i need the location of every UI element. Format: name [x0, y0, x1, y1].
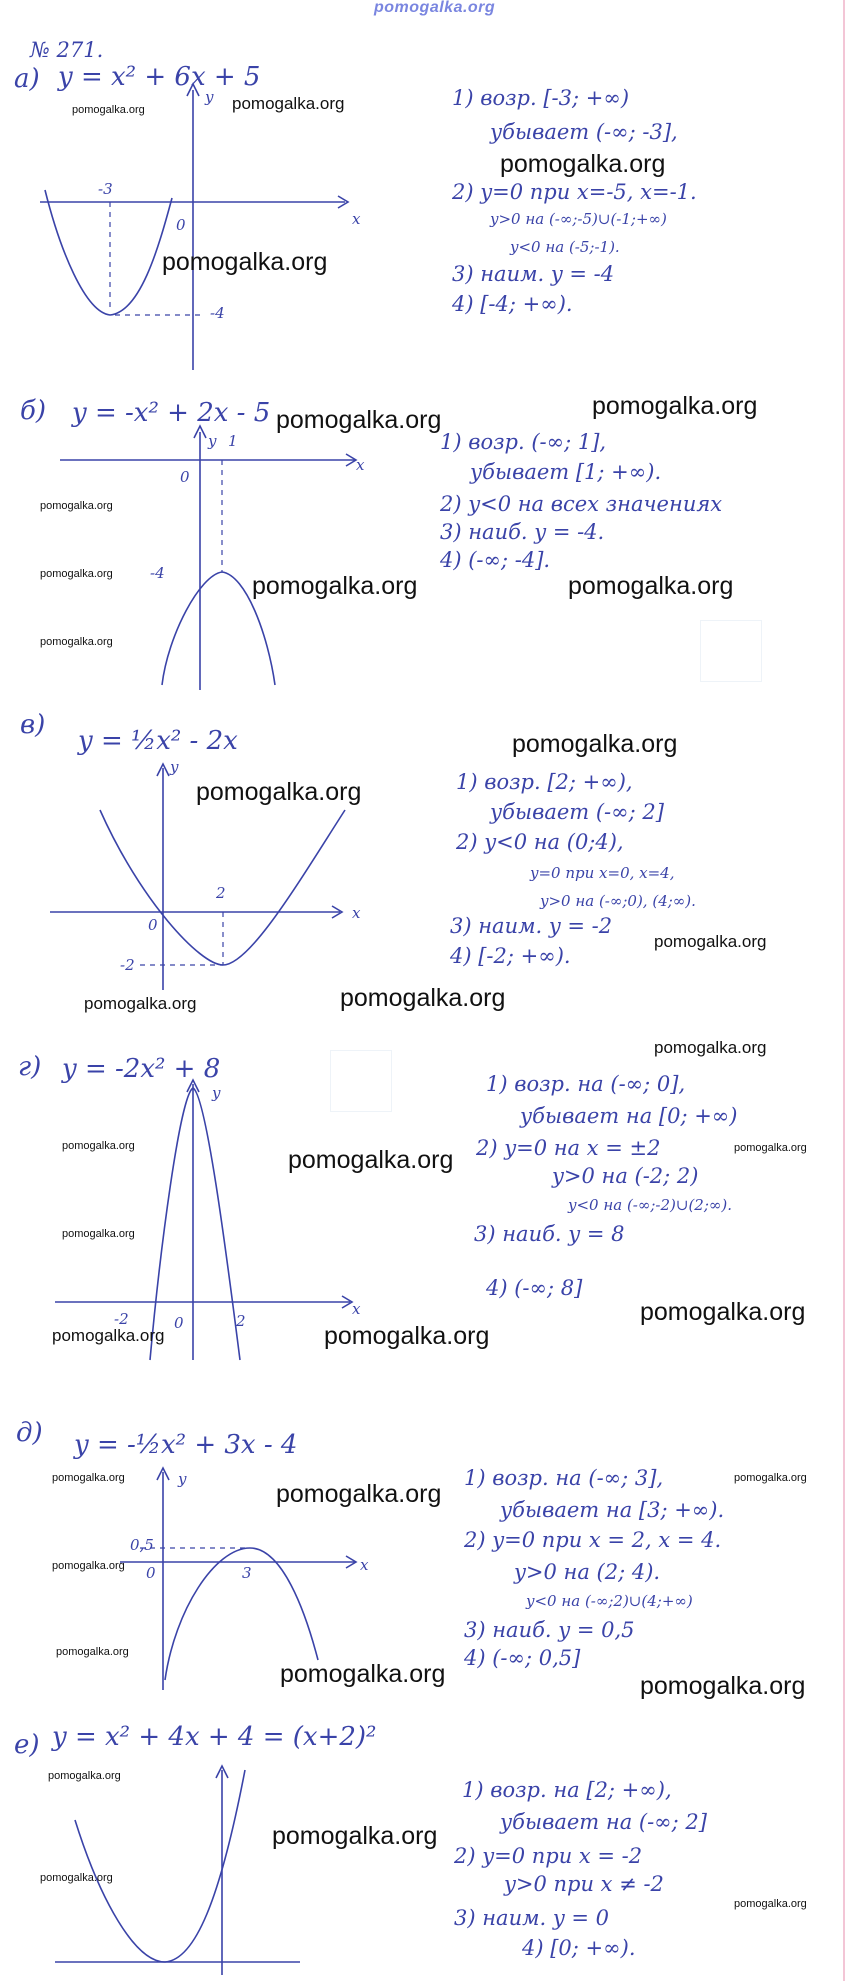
section-g-x-axis-label: x	[352, 1300, 361, 1318]
section-b-formula: y = -x² + 2x - 5	[72, 398, 271, 428]
watermark: pomogalka.org	[654, 932, 767, 951]
section-b-letter: б)	[20, 396, 47, 426]
section-a-y-axis-label: y	[205, 88, 214, 106]
section-a-answer-2: убывает (-∞; -3],	[490, 120, 678, 144]
section-e-answer-6: 4) [0; +∞).	[522, 1936, 636, 1960]
section-g-answer-2: убывает на [0; +∞)	[520, 1104, 738, 1128]
watermark: pomogalka.org	[40, 1872, 113, 1884]
watermark: pomogalka.org	[48, 1770, 121, 1782]
section-g-answer-1: 1) возр. на (-∞; 0],	[486, 1072, 686, 1096]
section-v-y-axis-label: y	[170, 758, 179, 776]
section-b-answer-2: убывает [1; +∞).	[470, 460, 662, 484]
watermark: pomogalka.org	[72, 104, 145, 116]
section-d-formula: y = -½x² + 3x - 4	[74, 1430, 298, 1460]
section-v-answer-6: 3) наим. y = -2	[450, 914, 613, 938]
section-d-answer-6: 3) наиб. y = 0,5	[464, 1618, 635, 1642]
section-d-y-axis-label: y	[178, 1470, 187, 1488]
watermark: pomogalka.org	[62, 1228, 135, 1240]
section-d-answer-5: y<0 на (-∞;2)∪(4;+∞)	[526, 1592, 693, 1610]
section-g-answer-4: y>0 на (-2; 2)	[552, 1164, 699, 1188]
notebook-margin-line	[843, 0, 845, 1981]
section-a-y-mark: -4	[210, 304, 225, 322]
watermark: pomogalka.org	[276, 1480, 442, 1508]
section-v-answer-1: 1) возр. [2; +∞),	[456, 770, 633, 794]
watermark: pomogalka.org	[568, 572, 734, 600]
section-v-answer-4: y=0 при x=0, x=4,	[530, 864, 675, 882]
section-g-y-axis-label: y	[212, 1084, 221, 1102]
section-d-answer-2: убывает на [3; +∞).	[500, 1498, 725, 1522]
watermark: pomogalka.org	[52, 1326, 165, 1345]
paper-grid	[700, 620, 762, 682]
section-b-origin: 0	[180, 468, 190, 486]
section-a-answer-1: 1) возр. [-3; +∞)	[452, 86, 630, 110]
section-g-x-mark-right: 2	[236, 1312, 246, 1330]
section-d-answer-7: 4) (-∞; 0,5]	[464, 1646, 581, 1670]
section-a-origin: 0	[176, 216, 186, 234]
site-header-watermark: pomogalka.org	[374, 0, 496, 16]
section-g-answer-6: 3) наиб. y = 8	[474, 1222, 625, 1246]
section-a-answer-7: 4) [-4; +∞).	[452, 292, 573, 316]
section-b-graph	[0, 420, 380, 700]
section-e-formula: y = x² + 4x + 4 = (x+2)²	[52, 1722, 377, 1752]
watermark: pomogalka.org	[654, 1038, 767, 1057]
section-g-graph	[0, 1070, 380, 1370]
watermark: pomogalka.org	[196, 778, 362, 806]
section-a-x-axis-label: x	[352, 210, 361, 228]
section-a-x-mark: -3	[98, 180, 113, 198]
section-d-x-mark: 3	[242, 1564, 252, 1582]
watermark: pomogalka.org	[288, 1146, 454, 1174]
watermark: pomogalka.org	[280, 1660, 446, 1688]
section-g-letter: г)	[18, 1052, 42, 1082]
section-v-y-mark: -2	[120, 956, 135, 974]
section-g-origin: 0	[174, 1314, 184, 1332]
section-v-x-mark: 2	[216, 884, 226, 902]
section-e-answer-5: 3) наим. y = 0	[454, 1906, 610, 1930]
section-v-answer-7: 4) [-2; +∞).	[450, 944, 571, 968]
watermark: pomogalka.org	[40, 636, 113, 648]
section-d-y-mark: 0,5	[130, 1536, 154, 1554]
watermark: pomogalka.org	[52, 1472, 125, 1484]
section-v-answer-5: y>0 на (-∞;0), (4;∞).	[540, 892, 696, 910]
section-b-x-axis-label: x	[356, 456, 365, 474]
section-d-answer-1: 1) возр. на (-∞; 3],	[464, 1466, 664, 1490]
watermark: pomogalka.org	[734, 1142, 807, 1154]
section-v-answer-2: убывает (-∞; 2]	[490, 800, 664, 824]
section-g-answer-5: y<0 на (-∞;-2)∪(2;∞).	[568, 1196, 733, 1214]
section-e-answer-4: y>0 при x ≠ -2	[504, 1872, 664, 1896]
section-v-formula: y = ½x² - 2x	[78, 726, 238, 756]
section-b-answer-1: 1) возр. (-∞; 1],	[440, 430, 607, 454]
section-v-origin: 0	[148, 916, 158, 934]
watermark: pomogalka.org	[232, 94, 345, 113]
section-g-answer-7: 4) (-∞; 8]	[486, 1276, 583, 1300]
watermark: pomogalka.org	[162, 248, 328, 276]
section-g-formula: y = -2x² + 8	[62, 1054, 221, 1084]
section-b-y-mark: -4	[150, 564, 165, 582]
section-a-letter: а)	[14, 64, 40, 94]
section-g-answer-3: 2) y=0 на x = ±2	[476, 1136, 661, 1160]
watermark: pomogalka.org	[500, 150, 666, 178]
watermark: pomogalka.org	[40, 568, 113, 580]
watermark: pomogalka.org	[640, 1298, 806, 1326]
watermark: pomogalka.org	[62, 1140, 135, 1152]
watermark: pomogalka.org	[734, 1898, 807, 1910]
problem-number: № 271.	[30, 38, 104, 62]
section-d-answer-3: 2) y=0 при x = 2, x = 4.	[464, 1528, 722, 1552]
section-a-answer-4: y>0 на (-∞;-5)∪(-1;+∞)	[490, 210, 667, 228]
section-e-answer-2: убывает на (-∞; 2]	[500, 1810, 707, 1834]
section-a-answer-3: 2) y=0 при x=-5, x=-1.	[452, 180, 697, 204]
section-d-answer-4: y>0 на (2; 4).	[514, 1560, 661, 1584]
section-b-answer-3: 2) y<0 на всех значениях	[440, 492, 723, 516]
watermark: pomogalka.org	[276, 406, 442, 434]
section-v-answer-3: 2) y<0 на (0;4),	[456, 830, 624, 854]
section-d-letter: д)	[16, 1418, 43, 1448]
section-e-letter: е)	[14, 1730, 40, 1760]
watermark: pomogalka.org	[640, 1672, 806, 1700]
watermark: pomogalka.org	[512, 730, 678, 758]
watermark: pomogalka.org	[592, 392, 758, 420]
section-b-y-axis-label: y	[208, 432, 217, 450]
section-a-answer-5: y<0 на (-5;-1).	[510, 238, 620, 256]
watermark: pomogalka.org	[56, 1646, 129, 1658]
watermark: pomogalka.org	[52, 1560, 125, 1572]
section-a-answer-6: 3) наим. y = -4	[452, 262, 615, 286]
watermark: pomogalka.org	[340, 984, 506, 1012]
watermark: pomogalka.org	[324, 1322, 490, 1350]
section-e-answer-1: 1) возр. на [2; +∞),	[462, 1778, 672, 1802]
watermark: pomogalka.org	[40, 500, 113, 512]
section-e-answer-3: 2) y=0 при x = -2	[454, 1844, 643, 1868]
section-b-answer-4: 3) наиб. y = -4.	[440, 520, 605, 544]
section-b-x-mark: 1	[228, 432, 238, 450]
section-d-origin: 0	[146, 1564, 156, 1582]
watermark: pomogalka.org	[252, 572, 418, 600]
watermark: pomogalka.org	[272, 1822, 438, 1850]
watermark: pomogalka.org	[84, 994, 197, 1013]
section-v-x-axis-label: x	[352, 904, 361, 922]
section-e-graph	[0, 1760, 380, 1980]
section-b-answer-5: 4) (-∞; -4].	[440, 548, 551, 572]
section-v-letter: в)	[20, 710, 46, 740]
watermark: pomogalka.org	[734, 1472, 807, 1484]
section-a-formula: y = x² + 6x + 5	[58, 62, 261, 92]
section-g-x-mark-left: -2	[114, 1310, 129, 1328]
section-d-x-axis-label: x	[360, 1556, 369, 1574]
